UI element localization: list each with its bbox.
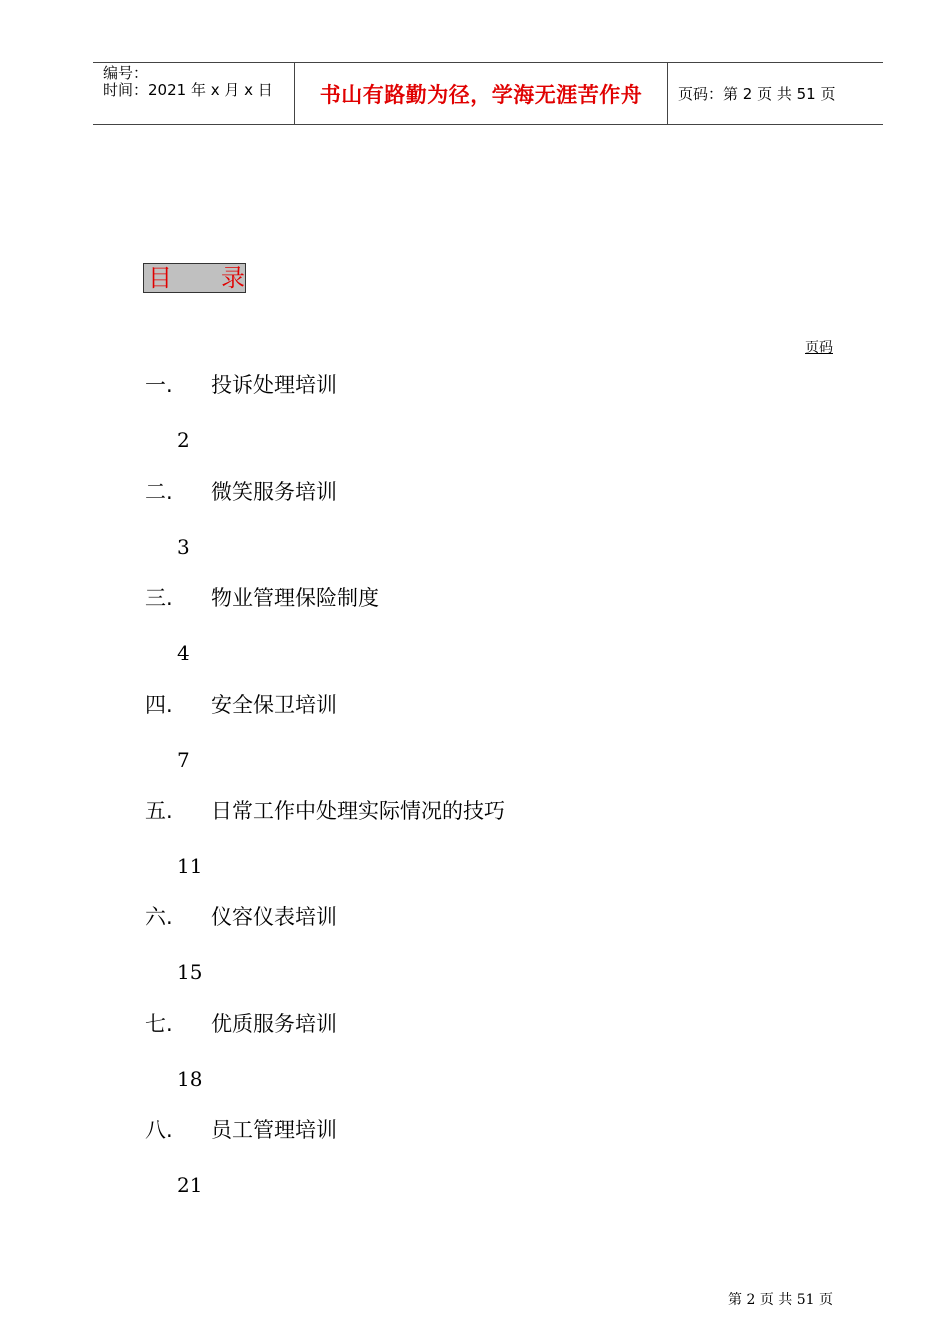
header-motto: 书山有路勤为径，学海无涯苦作舟 [319, 81, 643, 107]
toc-item-page: 2 [177, 428, 190, 452]
toc-title-char-2: 录 [221, 264, 245, 292]
toc-item-number: 二. [145, 480, 173, 504]
header-motto-cell [295, 63, 668, 124]
toc-title [143, 263, 246, 293]
toc-item [0, 478, 950, 584]
toc-item-number: 三. [145, 586, 173, 610]
toc-item-number: 四. [145, 693, 173, 717]
toc-item-title: 优质服务培训 [211, 1012, 337, 1036]
toc-item-page: 21 [177, 1173, 203, 1197]
toc-item-number: 一. [145, 373, 173, 397]
toc-item-page: 18 [177, 1067, 203, 1091]
toc-item-page: 15 [177, 960, 203, 984]
toc-item [0, 797, 950, 903]
header-info-cell [93, 63, 295, 124]
toc-item-title: 员工管理培训 [211, 1118, 337, 1142]
toc-item-page: 4 [177, 641, 190, 665]
header-page-cell [668, 63, 883, 124]
toc-item-number: 五. [145, 799, 173, 823]
serial-label: 编号： [103, 64, 149, 82]
toc-item-title: 仪容仪表培训 [211, 905, 337, 929]
header-page-info: 页码：第 2 页 共 51 页 [678, 85, 836, 103]
page-header [93, 62, 883, 125]
toc-title-char-1: 目 [148, 264, 172, 292]
toc-item [0, 584, 950, 690]
toc-item-number: 七. [145, 1012, 173, 1036]
page-footer: 第 2 页 共 51 页 [728, 1292, 833, 1308]
toc-item-title: 安全保卫培训 [211, 693, 337, 717]
toc-item [0, 1116, 950, 1222]
toc-item [0, 371, 950, 477]
time-label: 时间：2021 年 x 月 x 日 [103, 81, 273, 99]
toc-item [0, 691, 950, 797]
toc-item [0, 1010, 950, 1116]
toc-item-number: 六. [145, 905, 173, 929]
toc-item [0, 903, 950, 1009]
toc-page-column-label: 页码 [805, 340, 833, 356]
toc-item-number: 八. [145, 1118, 173, 1142]
toc-item-title: 投诉处理培训 [211, 373, 337, 397]
toc-item-page: 11 [177, 854, 203, 878]
toc-item-page: 3 [177, 535, 190, 559]
toc-item-page: 7 [177, 748, 190, 772]
toc-item-title: 微笑服务培训 [211, 480, 337, 504]
toc-item-title: 物业管理保险制度 [211, 586, 379, 610]
toc-item-title: 日常工作中处理实际情况的技巧 [211, 799, 505, 823]
